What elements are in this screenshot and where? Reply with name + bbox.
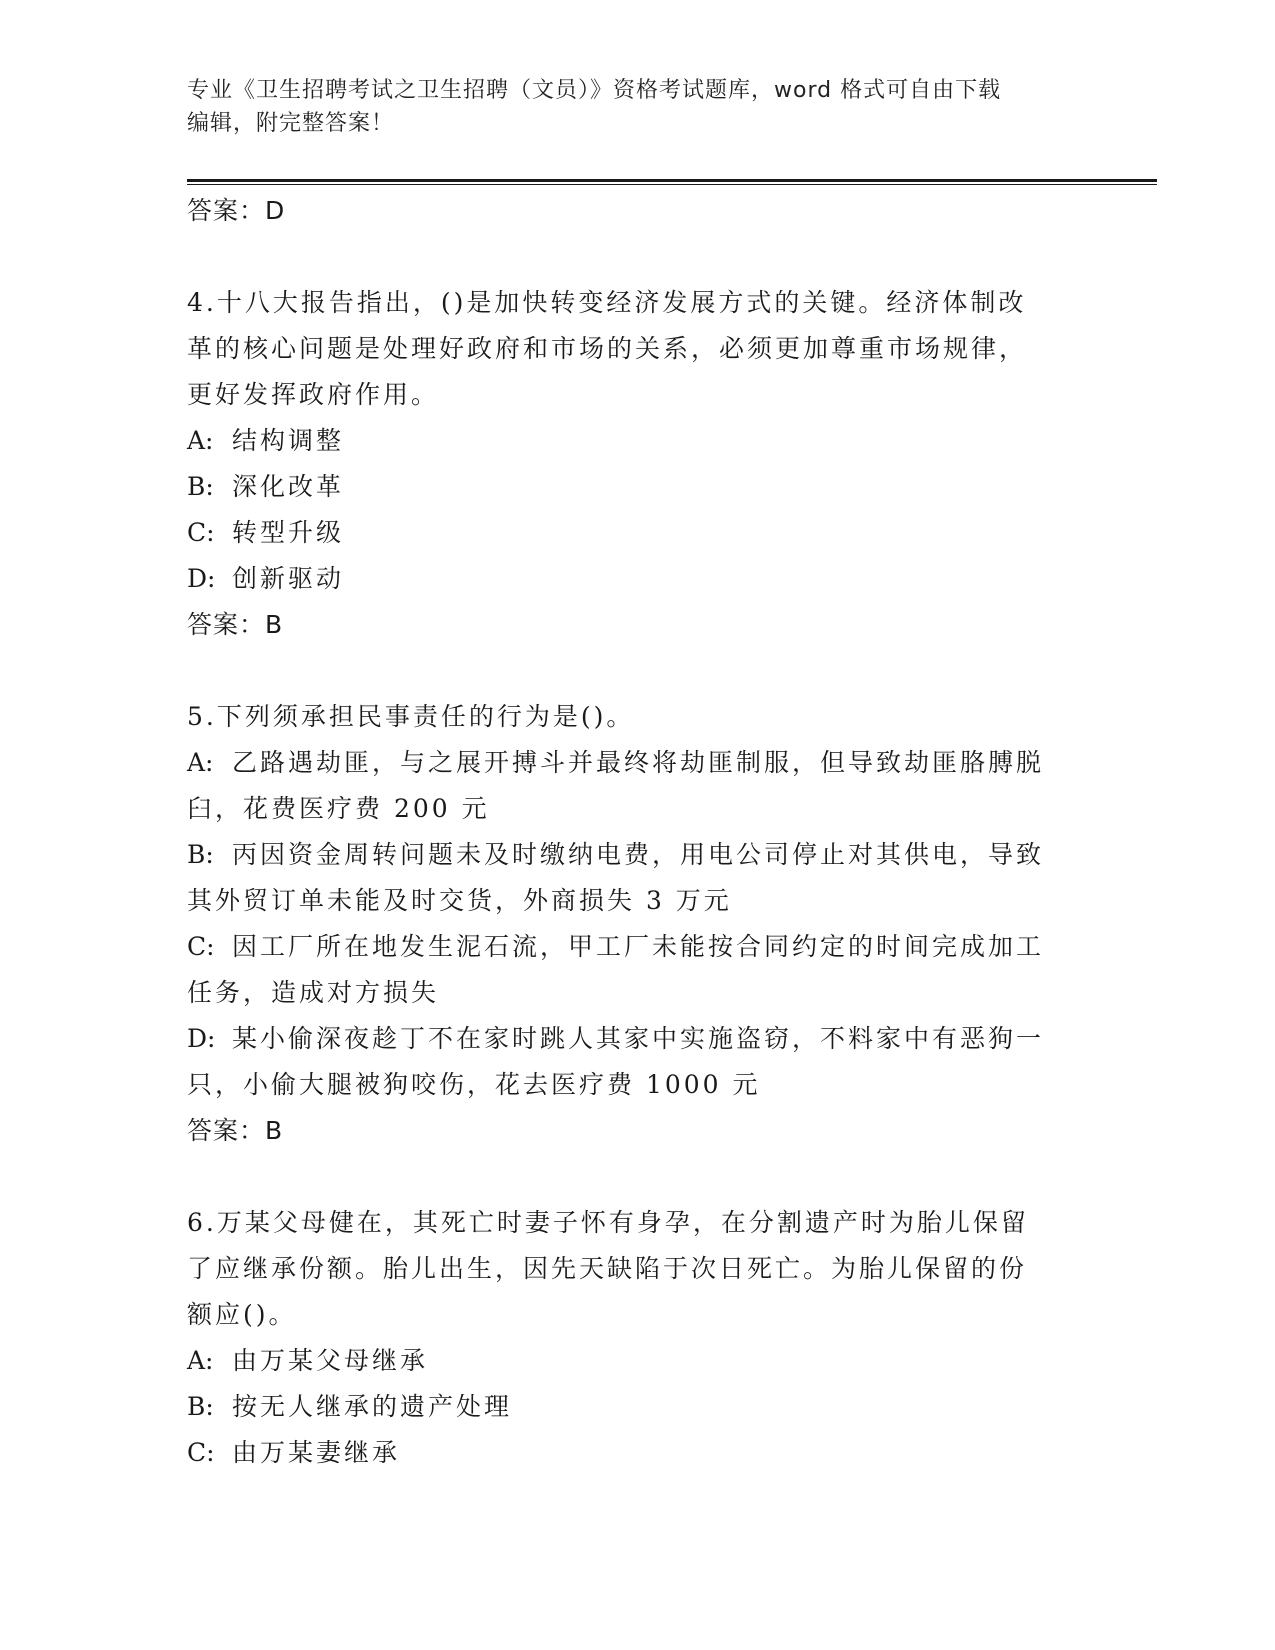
- question-5-option-d-cont: 只，小偷大腿被狗咬伤，花去医疗费 1000 元: [187, 1070, 761, 1099]
- question-4: [187, 280, 1087, 602]
- option-text: 由万某妻继承: [232, 1438, 401, 1467]
- question-5-option-c: [187, 924, 1087, 970]
- option-letter: A:: [187, 748, 214, 777]
- spacer: [187, 648, 1087, 694]
- question-5-option-c-cont: 任务，造成对方损失: [187, 978, 440, 1007]
- option-text: 结构调整: [232, 426, 345, 455]
- option-letter: B:: [187, 1392, 214, 1421]
- question-4-option-b: [187, 464, 1087, 510]
- option-text: 深化改革: [232, 472, 345, 501]
- option-letter: D:: [187, 564, 216, 593]
- option-text: 乙路遇劫匪，与之展开搏斗并最终将劫匪制服，但导致劫匪胳膊脱: [232, 748, 1045, 777]
- answer-q5: 答案：B: [187, 1116, 284, 1145]
- question-4-stem-line-2: 革的核心问题是处理好政府和市场的关系，必须更加尊重市场规律，: [187, 334, 1028, 363]
- question-6-option-b: [187, 1384, 1087, 1430]
- option-text: 按无人继承的遗产处理: [232, 1392, 513, 1421]
- question-6-stem-line-3: 额应()。: [187, 1300, 297, 1329]
- option-letter: D:: [187, 1024, 216, 1053]
- option-text: 转型升级: [232, 518, 345, 547]
- header-divider-thin: [187, 184, 1157, 185]
- question-list: [187, 188, 1087, 1476]
- question-4-option-c: [187, 510, 1087, 556]
- option-text: 丙因资金周转问题未及时缴纳电费，用电公司停止对其供电，导致: [232, 840, 1045, 869]
- question-4-stem-line-3: 更好发挥政府作用。: [187, 380, 440, 409]
- option-text: 创新驱动: [232, 564, 345, 593]
- header-line-2: 编辑，附完整答案！: [187, 111, 395, 136]
- question-5-option-a-cont: 臼，花费医疗费 200 元: [187, 794, 490, 823]
- question-4-stem-line-1: 4.十八大报告指出，()是加快转变经济发展方式的关键。经济体制改: [187, 288, 1027, 317]
- question-6-stem-line-1: 6.万某父母健在，其死亡时妻子怀有身孕，在分割遗产时为胎儿保留: [187, 1208, 1029, 1237]
- question-5-option-b: [187, 832, 1087, 878]
- question-6: [187, 1200, 1087, 1476]
- option-text: 因工厂所在地发生泥石流，甲工厂未能按合同约定的时间完成加工: [232, 932, 1045, 961]
- question-4-option-a: [187, 418, 1087, 464]
- question-6-option-c: [187, 1430, 1087, 1476]
- option-letter: A:: [187, 426, 214, 455]
- spacer: [187, 1154, 1087, 1200]
- question-5-stem-line-1: 5.下列须承担民事责任的行为是()。: [187, 702, 635, 731]
- question-5: [187, 694, 1087, 1108]
- question-6-option-a: [187, 1338, 1087, 1384]
- option-letter: C:: [187, 518, 215, 547]
- option-letter: C:: [187, 1438, 215, 1467]
- header-divider-thick: [187, 179, 1157, 182]
- option-text: 某小偷深夜趁丁不在家时跳人其家中实施盗窃，不料家中有恶狗一: [232, 1024, 1045, 1053]
- option-letter: C:: [187, 932, 215, 961]
- option-letter: B:: [187, 840, 214, 869]
- spacer: [187, 234, 1087, 280]
- option-letter: A:: [187, 1346, 214, 1375]
- question-5-option-a: [187, 740, 1087, 786]
- option-text: 由万某父母继承: [232, 1346, 429, 1375]
- header-line-1: 专业《卫生招聘考试之卫生招聘（文员）》资格考试题库，word 格式可自由下载: [187, 78, 1002, 103]
- question-4-option-d: [187, 556, 1087, 602]
- question-6-stem-line-2: 了应继承份额。胎儿出生，因先天缺陷于次日死亡。为胎儿保留的份: [187, 1254, 1028, 1283]
- option-letter: B:: [187, 472, 214, 501]
- answer-q4: 答案：B: [187, 610, 284, 639]
- question-5-option-d: [187, 1016, 1087, 1062]
- question-5-option-b-cont: 其外贸订单未能及时交货，外商损失 3 万元: [187, 886, 732, 915]
- document-header: [187, 74, 1087, 140]
- answer-q3: 答案：D: [187, 196, 286, 225]
